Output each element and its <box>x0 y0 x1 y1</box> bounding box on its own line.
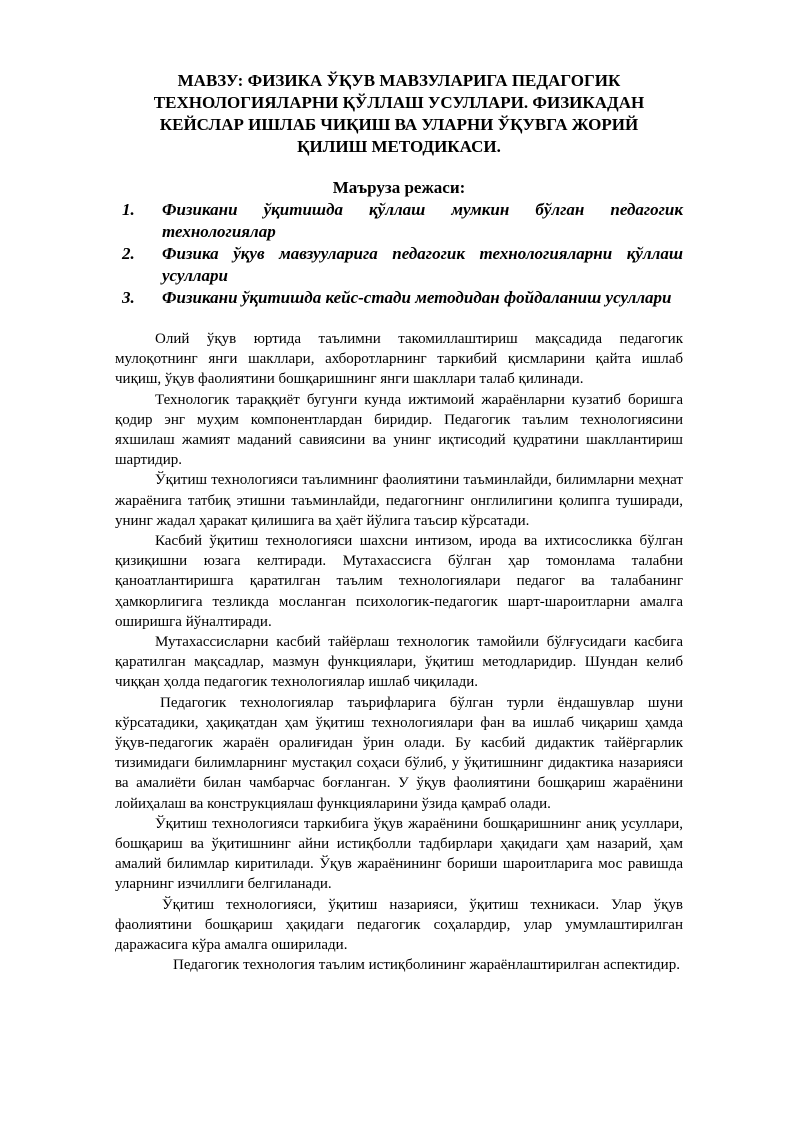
plan-item-number: 3. <box>122 288 135 307</box>
paragraph-1: Олий ўқув юртида таълимни такомиллаштириш мақсадида педагогик мулоқотнинг янги шакллари, ахборотларнинг таркибий қисмларини қайта ишлаб чиқиш, ўқув фаолиятини бошқаришнинг янги шакллари талаб қилинади. <box>115 331 683 388</box>
paragraph-4: Касбий ўқитиш технологияси шахсни интизом, ирода ва ихтисосликка бўлган қизиқишни юзага келтиради. Мутахассисга бўлган ҳар томонлама талабни қаноатлантиришга қаратилган таълим технологиялари педагог ва талабанинг ҳамкорлигига тезликда мосланган психологик-педагогик шарт-шароитларни амалга оширишга йўналтиради. <box>115 533 683 630</box>
plan-item-text: Физика ўқув мавзууларига педагогик технологияларни қўллаш усуллари <box>162 244 683 285</box>
lecture-plan-heading: Маъруза режаси: <box>332 178 466 197</box>
paragraph-6: Педагогик технологиялар таърифларига бўлган турли ёндашувлар шуни кўрсатадики, ҳақиқатдан ҳам ўқитиш технологиялари фан ва ишлаб чиқариш ҳамда ўқув-педагогик жараён оралиғидан ўрин олади. Бу касбий дидактик тайёргарлик тизимидаги билимларнинг мустақил соҳаси бўлиб, у ўқитишнинг дидактика назарияси ва амалиёти билан чамбарчас боғланган. У ўқув фаолиятини бошқариш жараёнини лойиҳалаш ва конструкциялаш функцияларини ўзида қамраб олади. <box>115 694 683 812</box>
plan-item-text: Физикани ўқитишда қўллаш мумкин бўлган педагогик технологиялар <box>162 200 683 241</box>
plan-item-1 <box>122 199 683 243</box>
paragraph-9: Педагогик технология таълим истиқболининг жараёнлаштирилган аспектидир. <box>173 957 680 974</box>
document-page <box>115 70 683 976</box>
lecture-body <box>115 329 683 976</box>
plan-item-text: Физикани ўқитишда кейс-стади методидан фойдаланиш усуллари <box>162 288 672 307</box>
paragraph-7: Ўқитиш технологияси таркибига ўқув жараёнини бошқаришнинг аниқ усуллари, бошқариш ва ўқитишнинг айни истиқболли тадбирлари ҳақидаги ҳам назарий, ҳам амалий билимлар киритилади. Ўқув жараёнининг бориши шароитларига мос равишда уларнинг изчиллиги белгиланади. <box>115 815 683 893</box>
plan-item-number: 2. <box>122 244 135 263</box>
document-title: МАВЗУ: ФИЗИКА ЎҚУВ МАВЗУЛАРИГА ПЕДАГОГИК ТЕХНОЛОГИЯЛАРНИ ҚЎЛЛАШ УСУЛЛАРИ. ФИЗИКАДАН КЕЙСЛАР ИШЛАБ ЧИҚИШ ВА УЛАРНИ ЎҚУВГА ЖОРИЙ ҚИЛИШ МЕТОДИКАСИ. <box>153 71 645 156</box>
lecture-plan-list <box>115 199 683 309</box>
plan-item-number: 1. <box>122 200 135 219</box>
paragraph-3: Ўқитиш технологияси таълимнинг фаолиятини таъминлайди, билимларни меҳнат жараёнига татбиқ этишни таъминлайди, педагогнинг онглилигини қолипга туширади, унинг жадал ҳаракат қилишига ва ҳаёт йўлига таъсир кўрсатади. <box>115 472 683 529</box>
plan-item-3 <box>122 287 683 309</box>
paragraph-5: Мутахассисларни касбий тайёрлаш технологик тамойили бўлғусидаги касбига қаратилган мақсадлар, мазмун функциялари, ўқитиш методларидир. Шундан келиб чиққан ҳолда педагогик технологиялар ишлаб чиқилади. <box>115 634 683 691</box>
paragraph-8: Ўқитиш технологияси, ўқитиш назарияси, ўқитиш техникаси. Улар ўқув фаолиятини бошқариш ҳақидаги педагогик соҳалардир, улар умумлаштирилган даражасига кўра амалга оширилади. <box>115 896 683 954</box>
paragraph-2: Технологик тараққиёт бугунги кунда ижтимоий жараёнларни кузатиб боришга қодир энг муҳим компонентлардан биридир. Педагогик таълим технологиясини яхшилаш жамият маданий савиясини ва унинг иқтисодий қудратини шакллантириш шартидир. <box>115 391 683 469</box>
plan-item-2 <box>122 243 683 287</box>
